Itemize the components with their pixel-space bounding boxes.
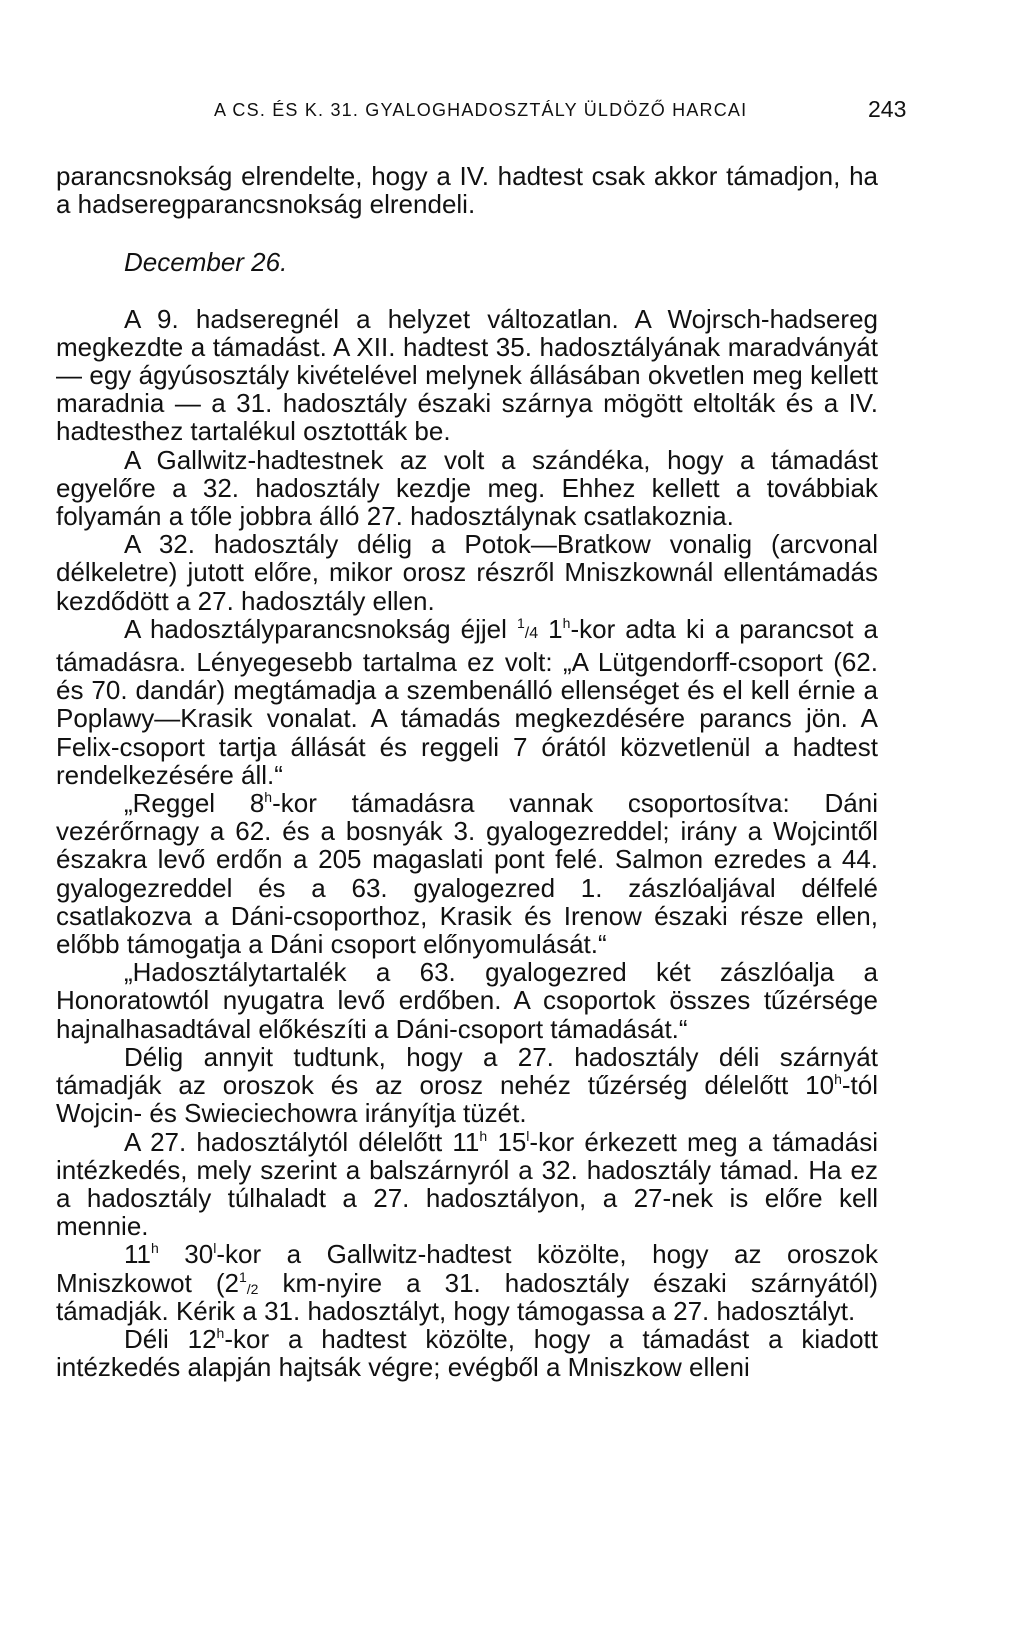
text-run: -tól Wojcin- és Swieciechowra irányítja tüzét.: [56, 1070, 878, 1129]
fraction-denominator: /4: [524, 624, 539, 642]
paragraph-6: [56, 789, 878, 958]
text-run: A 27. hadosztálytól délelőtt 11: [124, 1126, 480, 1157]
text-run: -kor támadásra vannak csoportosítva: Dáni vezérőrnagy a 62. és a bosnyák 3. gyalogezreddel; irány a Wojcintől északra levő erdőn a 205 magaslati pont felé. Salmon ezredes a 44. gyalogezreddel és a 63. gyalogezred 1. zászlóaljával délfelé csatlakozva a Dáni-csoporthoz, Krasik és Irenow északi része ellen, előbb támogatja a Dáni csoport előnyomulását.“: [56, 788, 878, 960]
text-run: -kor érkezett meg a támadási intézkedés, mely szerint a balszárnyról a 32. hadosztály támad. Ha ez a hadosztály túlhaladt a 27. hadosztályon, a 27-nek is előre kell mennie.: [56, 1126, 878, 1242]
paragraph-4: A 32. hadosztály délig a Potok—Bratkow vonalig (arcvonal délkeletre) jutott előre, mikor orosz részről Mniszkownál ellentámadás kezdődött a 27. hadosztály ellen.: [56, 529, 878, 616]
text-run: km-nyire a 31. hadosztály északi szárnyától) támadják. Kérik a 31. hadosztályt, hogy támogassa a 27. hadosztályt.: [56, 1267, 878, 1326]
minute-mark: l: [213, 1240, 217, 1257]
text-run: 15: [487, 1126, 527, 1157]
page-number: 243: [868, 96, 907, 122]
fraction-denominator: /2: [246, 1280, 259, 1297]
text-run: -kor adta ki a parancsot a támadásra. Lényegesebb tartalma ez volt: „A Lütgendorff-csoport (62. és 70. dandár) megtámadja a szembenálló ellenséget és el kell érnie a Poplawy—Krasik vonalat. A támadás megkezdésére parancs jön. A Felix-csoport tartja állását és reggeli 7 órától közvetlenül a hadtest rendelkezésére áll.“: [56, 613, 879, 790]
text-run: -kor a Gallwitz-hadtest közölte, hogy az oroszok Mniszkowot (2: [56, 1239, 878, 1298]
hour-mark: h: [562, 614, 571, 631]
hour-mark: h: [216, 1324, 225, 1341]
paragraph-1: parancsnokság elrendelte, hogy a IV. hadtest csak akkor támadjon, ha a hadseregparancsnokság elrendeli.: [56, 161, 878, 220]
paragraph-2: A 9. hadseregnél a helyzet változatlan. A Wojrsch-hadsereg megkezdte a támadást. A XII. hadtest 35. hadosztályának maradványát — egy ágyúsosztály kivételével melynek állásában okvetlen meg kellett maradnia — a 31. hadosztály északi szárnya mögött eltolták és a IV. hadtesthez tartalékul osztották be.: [56, 303, 878, 447]
text-run: 11: [124, 1239, 151, 1270]
fraction-numerator: 1: [238, 1268, 247, 1285]
paragraph-8: [56, 1043, 878, 1128]
text-run: -kor a hadtest közölte, hogy a támadást a kiadott intézkedés alapján hajtsák végre; evégből a Mniszkow elleni: [56, 1323, 878, 1383]
paragraph-7: „Hadosztálytartalék a 63. gyalogezred két zászlóalja a Honoratowtól nyugatra levő erdőben. A csoportok összes tűzérsége hajnalhasadtával előkészíti a Dáni-csoport támadását.“: [56, 957, 878, 1044]
minute-mark: l: [526, 1127, 530, 1144]
paragraph-10: [56, 1240, 878, 1325]
text-run: A hadosztályparancsnokság éjjel: [124, 613, 517, 644]
page-header: [56, 94, 907, 124]
page-body: [56, 162, 878, 1381]
text-run: Délig annyit tudtunk, hogy a 27. hadosztály déli szárnyát támadják az oroszok és az orosz nehéz tűzérség délelőtt 10: [56, 1041, 878, 1101]
paragraph-3: A Gallwitz-hadtestnek az volt a szándéka, hogy a támadást egyelőre a 32. hadosztály kezdje meg. Ehhez kellett a továbbiak folyamán a tőle jobbra álló 27. hadosztálynak csatlakoznia.: [56, 444, 878, 532]
running-head: A CS. ÉS K. 31. GYALOGHADOSZTÁLY ÜLDÖZŐ HARCAI: [214, 100, 748, 120]
text-run: „Reggel 8: [124, 788, 265, 819]
hour-mark: h: [264, 789, 273, 806]
hour-mark: h: [151, 1240, 159, 1257]
paragraph-9: [56, 1128, 878, 1241]
fraction-numerator: 1: [516, 614, 525, 631]
paragraph-11: [56, 1325, 878, 1381]
hour-mark: h: [479, 1127, 488, 1144]
paragraph-5: [56, 615, 878, 789]
text-run: 30: [158, 1239, 214, 1270]
date-heading: December 26.: [124, 247, 288, 278]
text-run: Déli 12: [124, 1323, 217, 1354]
hour-mark: h: [834, 1071, 842, 1088]
text-run: 1: [538, 613, 563, 644]
